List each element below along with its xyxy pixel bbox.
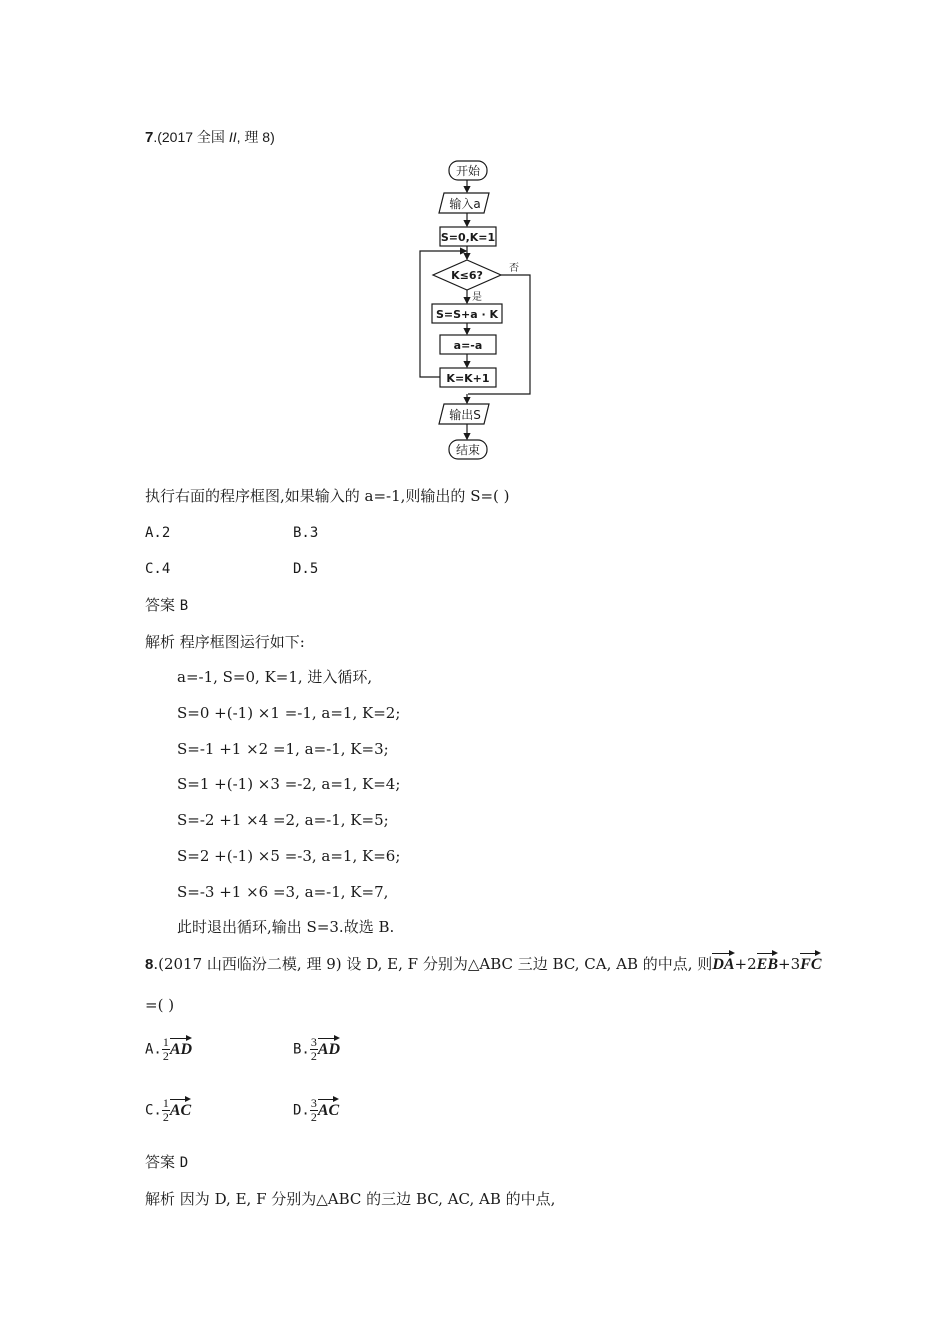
- q7-answer-value: B: [179, 598, 189, 614]
- q7-step-4: S=1 +(-1) ×3 =-2, a=1, K=4;: [177, 775, 401, 793]
- q7-header: [145, 127, 275, 148]
- q7-source-suffix: , 理 8): [236, 129, 275, 145]
- flow-end-label: 结束: [455, 443, 481, 457]
- flow-step3-label: K=K+1: [446, 372, 490, 385]
- q7-source: .(2017 全国: [153, 129, 229, 145]
- q7-analysis-intro: 程序框图运行如下:: [179, 633, 305, 651]
- q7-analysis-line: [145, 632, 305, 652]
- q7-step-3: S=-1 +1 ×2 =1, a=-1, K=3;: [177, 740, 389, 758]
- q7-option-b: B.3: [293, 525, 319, 541]
- q8-analysis-text: 因为 D, E, F 分别为△ABC 的三边 BC, AC, AB 的中点,: [179, 1190, 556, 1208]
- q8-option-d-fraction: $\frac{3}{2}$: [310, 1096, 317, 1124]
- q8-option-a: [145, 1036, 192, 1063]
- q8-option-c-label: C.: [145, 1102, 162, 1119]
- q8-analysis-line: [145, 1189, 555, 1209]
- flow-step2-label: a=-a: [453, 339, 483, 352]
- flow-input-label: 输入a: [449, 197, 481, 211]
- q7-analysis-label: 解析: [145, 633, 176, 651]
- q8-analysis-label: 解析: [145, 1190, 176, 1208]
- q7-step-1: a=-1, S=0, K=1, 进入循环,: [177, 668, 373, 686]
- q8-option-b: [293, 1036, 340, 1063]
- q8-option-a-vector: AD: [170, 1037, 192, 1060]
- q7-number: 7: [145, 129, 154, 146]
- q7-stem: 执行右面的程序框图,如果输入的 a=-1,则输出的 S=( ): [145, 487, 510, 505]
- flow-init-label: S=0,K=1: [440, 231, 496, 244]
- q8-answer-value: D: [179, 1155, 189, 1171]
- q8-option-c-fraction: $\frac{1}{2}$: [162, 1096, 169, 1124]
- q7-answer-line: [145, 595, 188, 616]
- q8-vector-fc: FC: [800, 952, 821, 975]
- q7-option-d: D.5: [293, 561, 319, 577]
- q8-answer-label: 答案: [145, 1153, 176, 1171]
- flow-yes-label: 是: [472, 292, 482, 303]
- q8-option-b-fraction: $\frac{3}{2}$: [310, 1035, 317, 1063]
- q8-option-b-vector: AD: [318, 1037, 340, 1060]
- q8-option-d-label: D.: [293, 1102, 310, 1119]
- flow-start-label: 开始: [455, 164, 481, 178]
- q7-answer-label: 答案: [145, 596, 176, 614]
- q8-option-b-label: B.: [293, 1041, 310, 1058]
- q8-stem-text: .(2017 山西临汾二模, 理 9) 设 D, E, F 分别为△ABC 三边 BC, CA, AB 的中点, 则: [153, 955, 713, 973]
- flow-step1-label: S=S+a · K: [435, 308, 499, 321]
- flow-condition-label: K≤6?: [451, 269, 483, 282]
- q8-answer-line: [145, 1152, 188, 1173]
- q7-step-7: S=-3 +1 ×6 =3, a=-1, K=7,: [177, 883, 389, 901]
- q8-option-a-fraction: $\frac{1}{2}$: [162, 1035, 169, 1063]
- q8-option-c: [145, 1097, 191, 1124]
- q8-option-d-vector: AC: [318, 1098, 339, 1121]
- q7-step-6: S=2 +(-1) ×5 =-3, a=1, K=6;: [177, 847, 401, 865]
- q7-option-c: C.4: [145, 561, 171, 577]
- q8-stem: [145, 952, 821, 975]
- q7-step-2: S=0 +(-1) ×1 =-1, a=1, K=2;: [177, 704, 401, 722]
- q7-step-5: S=-2 +1 ×4 =2, a=-1, K=5;: [177, 811, 389, 829]
- q8-plus2: +2: [734, 955, 757, 973]
- q8-vector-eb: EB: [757, 952, 778, 975]
- q8-vector-da: DA: [712, 952, 734, 975]
- flow-no-label: 否: [509, 263, 519, 274]
- q8-option-c-vector: AC: [170, 1098, 191, 1121]
- q8-plus3: +3: [778, 955, 801, 973]
- q8-stem-line2: =( ): [145, 996, 175, 1014]
- flow-output-label: 输出S: [449, 408, 481, 422]
- q7-step-8: 此时退出循环,输出 S=3.故选 B.: [177, 918, 395, 936]
- q7-option-a: A.2: [145, 525, 171, 541]
- q8-option-d: [293, 1097, 339, 1124]
- q8-number: 8: [145, 956, 154, 973]
- q8-option-a-label: A.: [145, 1041, 162, 1058]
- q7-source-roman: II: [228, 129, 237, 145]
- q7-flowchart: [400, 155, 550, 465]
